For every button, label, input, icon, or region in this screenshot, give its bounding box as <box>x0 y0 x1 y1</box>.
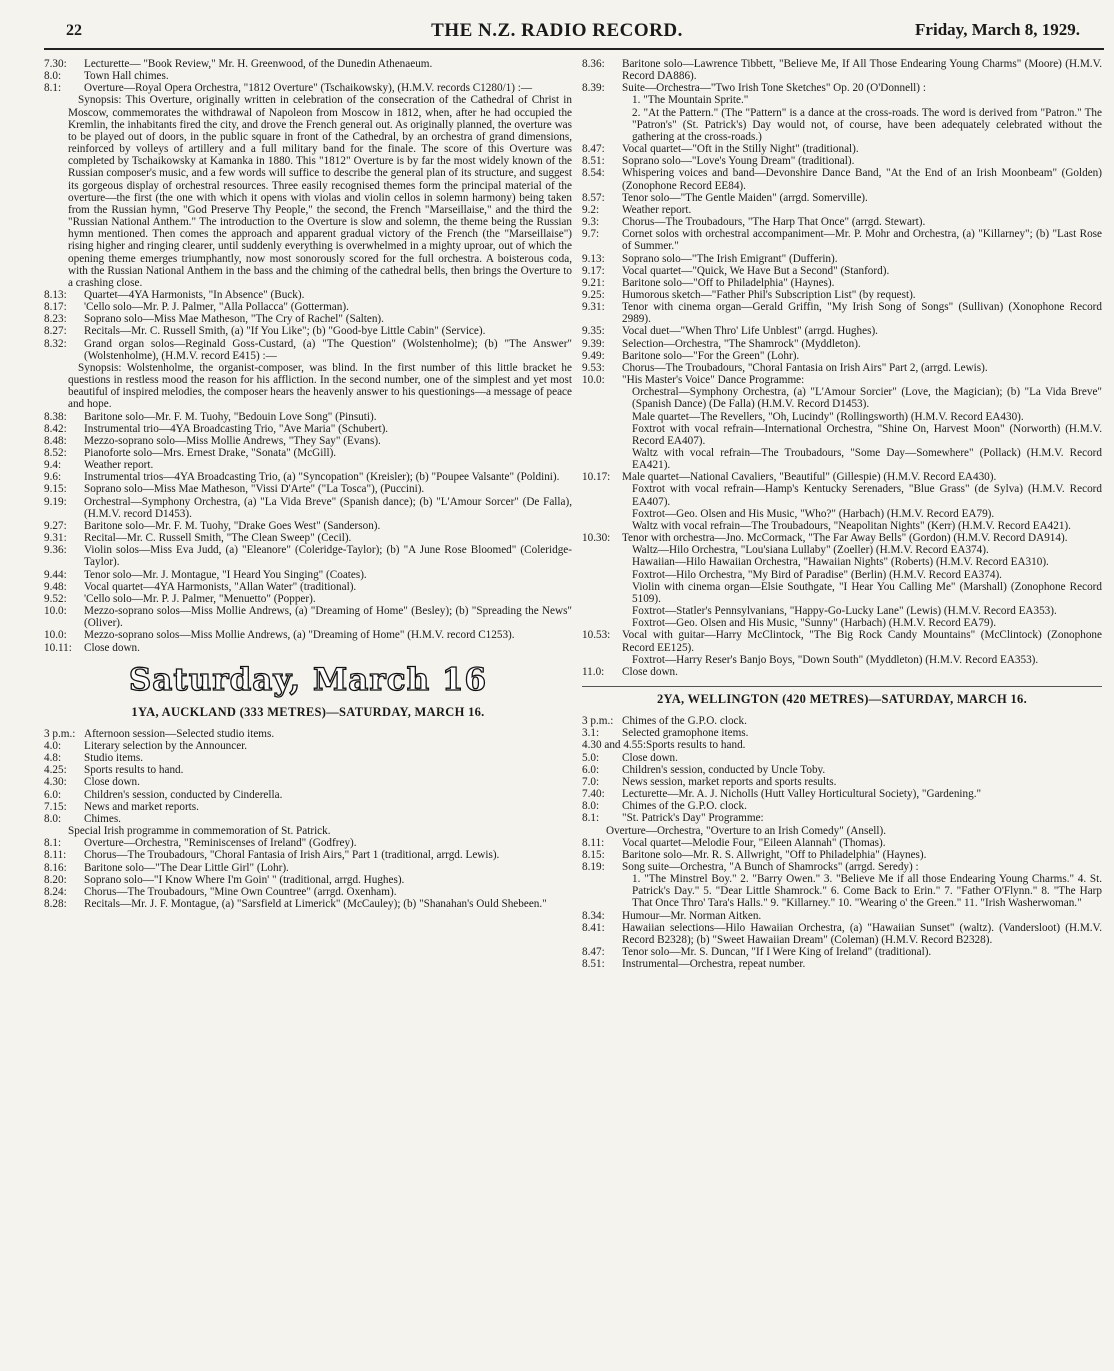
entry-text: Vocal quartet—Melodie Four, "Eileen Alannah" (Thomas). <box>622 836 886 849</box>
programme-entry <box>582 715 1102 727</box>
entry-text: Close down. <box>622 665 678 678</box>
entry-time: 8.32: <box>44 337 67 350</box>
entry-text: News and market reports. <box>84 800 199 813</box>
entry-time: 8.15: <box>582 848 605 861</box>
entry-time: 9.48: <box>44 580 67 593</box>
entry-time: 8.42: <box>44 422 67 435</box>
programme-entry <box>44 289 572 301</box>
entry-time: 7.15: <box>44 800 67 813</box>
entry-text: Chorus—The Troubadours, "Mine Own Countree" (arrgd. Oxenham). <box>84 885 397 898</box>
entry-text: Baritone solo—Mr. R. S. Allwright, "Off to Philadelphia" (Haynes). <box>622 848 927 861</box>
entry-text: Vocal quartet—"Quick, We Have But a Second" (Stanford). <box>622 264 890 277</box>
entry-time: 8.24: <box>44 885 67 898</box>
programme-entry <box>582 265 1102 277</box>
entry-text: Chimes of the G.P.O. clock. <box>622 800 747 813</box>
entry-time: 9.4: <box>44 459 62 472</box>
record-item: Foxtrot with vocal refrain—International Orchestra, "Shine On, Harvest Moon" (Norworth) (H.M.V. Record EA407). <box>632 422 1102 447</box>
record-item: Foxtrot—Geo. Olsen and His Music, "Sunny" (Harbach) (H.M.V. Record EA79). <box>632 617 997 630</box>
record-item: Foxtrot—Hilo Orchestra, "My Bird of Paradise" (Berlin) (H.M.V. Record EA374). <box>632 568 1002 581</box>
entry-text: Soprano solo—"The Irish Emigrant" (Dufferin). <box>622 252 838 265</box>
programme-entry <box>582 788 1102 800</box>
shamrock-suite-items: 1. "The Minstrel Boy." 2. "Barry Owen." 3. "Believe Me if all those Endearing Young Charms." 4. St. Patrick's Day." 5. "Dear Little Shamrock." 6. Come Back to Erin." 7. "Father O'Flynn." 8. "The Harp That Once Thro' Tara's Halls." 9. "Killarney." 10. "Wearing o' the Green." 11. "Irish Washerwoman." <box>632 873 1102 910</box>
entry-time: 8.57: <box>582 191 605 204</box>
entry-time: 6.0: <box>582 763 600 776</box>
left-column <box>44 58 572 910</box>
entry-text: Male quartet—National Cavaliers, "Beautiful" (Gillespie) (H.M.V. Record EA430). <box>622 471 997 484</box>
entry-text: Afternoon session—Selected studio items. <box>84 727 275 740</box>
entry-text: Vocal duet—"When Thro' Life Unblest" (arrgd. Hughes). <box>622 325 878 338</box>
programme-entry <box>44 593 572 605</box>
entry-time: 8.39: <box>582 82 605 95</box>
programme-entry <box>582 849 1102 861</box>
entry-text: Chorus—The Troubadours, "Choral Fantasia on Irish Airs" Part 2, (arrgd. Lewis). <box>622 361 988 374</box>
entry-time: 10.53: <box>582 629 611 642</box>
section-divider <box>582 686 1102 687</box>
entry-time: 9.15: <box>44 483 67 496</box>
entry-text: Recitals—Mr. C. Russell Smith, (a) "If You Like"; (b) "Good-bye Little Cabin" (Service). <box>84 325 486 338</box>
programme-entry <box>44 496 572 520</box>
entry-time: 4.30: <box>44 776 67 789</box>
entry-text: Soprano solo—"Love's Young Dream" (traditional). <box>622 155 855 168</box>
entry-time: 3 p.m.: <box>44 727 76 740</box>
record-item: Orchestral—Symphony Orchestra, (a) "L'Amour Sorcier" (Love, the Magician); (b) "La Vida Breve" (Spanish Dance) (De Falla) (H.M.V. Record D1453). <box>632 386 1102 411</box>
programme-entry <box>582 325 1102 337</box>
programme-entry <box>44 301 572 313</box>
entry-text: News session, market reports and sports results. <box>622 775 837 788</box>
entry-time: 8.0: <box>582 800 600 813</box>
entry-time: 8.27: <box>44 325 67 338</box>
entry-text: 'Cello solo—Mr. P. J. Palmer, "Alla Pollacca" (Gotterman). <box>84 301 349 314</box>
publication-title: THE N.Z. RADIO RECORD. <box>431 20 683 41</box>
entry-time: 8.47: <box>582 143 605 156</box>
programme-entry <box>582 289 1102 301</box>
suite-item-1: 1. "The Mountain Sprite." <box>632 94 749 107</box>
entry-text: Mezzo-soprano solos—Miss Mollie Andrews, (a) "Dreaming of Home" (Besley); (b) "Spreading the News" (Oliver). <box>84 605 572 630</box>
entry-time: 8.54: <box>582 167 605 180</box>
special-note: Special Irish programme in commemoration of St. Patrick. <box>68 825 331 838</box>
programme-entry <box>582 629 1102 653</box>
entry-time: 8.48: <box>44 434 67 447</box>
record-item: Waltz—Hilo Orchestra, "Lou'siana Lullaby" (Zoeller) (H.M.V. Record EA374). <box>632 544 989 557</box>
entry-time: 8.34: <box>582 909 605 922</box>
programme-entry <box>44 471 572 483</box>
programme-entry <box>44 740 572 752</box>
programme-entry <box>582 277 1102 289</box>
entry-time: 8.17: <box>44 301 67 314</box>
entry-text: Suite—Orchestra—"Two Irish Tone Sketches" Op. 20 (O'Donnell) : <box>622 82 926 95</box>
entry-text: Children's session, conducted by Uncle Toby. <box>622 763 826 776</box>
entry-text: Selection—Orchestra, "The Shamrock" (Myddleton). <box>622 337 861 350</box>
entry-time: 3 p.m.: <box>582 715 614 728</box>
programme-entry <box>44 849 572 861</box>
entry-time: 10.17: <box>582 471 611 484</box>
entry-text: Chimes. <box>84 812 121 825</box>
entry-text: Recitals—Mr. J. F. Montague, (a) "Sarsfield at Limerick" (McCauley); (b) "Shanahan's Ould Shebeen." <box>84 898 547 910</box>
entry-time: 9.2: <box>582 203 600 216</box>
entry-time: 8.38: <box>44 410 67 423</box>
entry-time: 8.16: <box>44 861 67 874</box>
programme-entry <box>582 812 1102 824</box>
record-item: Male quartet—The Revellers, "Oh, Lucindy" (Rollingsworth) (H.M.V. Record EA430). <box>632 410 1024 423</box>
entry-text: Baritone solo—Lawrence Tibbett, "Believe Me, If All Those Endearing Young Charms" (Moore) (H.M.V. Record DA886). <box>622 58 1102 83</box>
station-heading-2ya: 2YA, WELLINGTON (420 METRES)—SATURDAY, MARCH 16. <box>656 691 1027 706</box>
entry-text: Chorus—The Troubadours, "Choral Fantasia of Irish Airs," Part 1 (traditional, arrgd. Lewis). <box>84 849 500 862</box>
programme-entry <box>582 922 1102 946</box>
entry-time: 9.21: <box>582 276 605 289</box>
entry-time: 8.23: <box>44 313 67 326</box>
overture-line: Overture—Orchestra, "Overture to an Irish Comedy" (Ansell). <box>606 824 887 837</box>
programme-entry <box>44 728 572 740</box>
entry-time: 8.19: <box>582 861 605 873</box>
programme-entry <box>44 801 572 813</box>
programme-entry <box>44 70 572 82</box>
entry-text: Town Hall chimes. <box>84 70 169 83</box>
entry-time: 9.19: <box>44 495 67 508</box>
entry-time: 9.39: <box>582 337 605 350</box>
programme-entry <box>44 58 572 70</box>
programme-entry <box>582 958 1102 970</box>
entry-time: 8.1: <box>44 837 62 850</box>
entry-text: Soprano solo—Miss Mae Matheson, "Vissi D'Arte" ("La Tosca"), (Puccini). <box>84 483 425 496</box>
synopsis-organ: Synopsis: Wolstenholme, the organist-composer, was blind. In the first number of this little bracket he questions in restless mood the reason for his affliction. In the second number, one of the simplest and yet most beautiful of inspired melodies, the composer hears the heavenly answer to his questionings—a message of peace and hope. <box>68 361 572 411</box>
page-number: 22 <box>66 22 82 39</box>
entry-text: Children's session, conducted by Cinderella. <box>84 788 283 801</box>
entry-text: Studio items. <box>84 752 144 765</box>
entry-text: Soprano solo—Miss Mae Matheson, "The Cry of Rachel" (Salten). <box>84 313 384 326</box>
entry-time: 9.27: <box>44 519 67 532</box>
entry-text: Selected gramophone items. <box>622 727 749 740</box>
entry-text: Lecturette— "Book Review," Mr. H. Greenwood, of the Dunedin Athenaeum. <box>84 58 433 70</box>
entry-time: 9.49: <box>582 349 605 362</box>
entry-text: Weather report. <box>622 203 692 216</box>
entry-time: 8.11: <box>582 836 605 849</box>
programme-entry <box>44 874 572 886</box>
entry-text: Chorus—The Troubadours, "The Harp That Once" (arrgd. Stewart). <box>622 216 926 229</box>
programme-entry <box>44 886 572 898</box>
entry-text: Baritone solo—"Off to Philadelphia" (Haynes). <box>622 276 835 289</box>
programme-entry <box>44 605 572 629</box>
programme-entry <box>582 764 1102 776</box>
entry-time: 9.36: <box>44 544 67 557</box>
record-item: Violin with cinema organ—Elsie Southgate, "I Hear You Calling Me" (Marshall) (Zonophone Record 5109). <box>632 580 1102 605</box>
entry-time: 4.30 and 4.55: <box>582 739 647 752</box>
programme-entry <box>582 301 1102 325</box>
entry-time: 9.44: <box>44 568 67 581</box>
programme-entry <box>44 776 572 788</box>
programme-entry <box>44 629 572 641</box>
programme-entry <box>44 520 572 532</box>
entry-text: Lecturette—Mr. A. J. Nicholls (Hutt Valley Horticultural Society), "Gardening." <box>622 788 982 801</box>
programme-entry <box>44 789 572 801</box>
programme-entry <box>582 739 1102 751</box>
entry-text: Soprano solo—"I Know Where I'm Goin' " (traditional, arrgd. Hughes). <box>84 873 405 886</box>
record-item: Hawaiian—Hilo Hawaiian Orchestra, "Hawaiian Nights" (Roberts) (H.M.V. Record EA310). <box>632 556 1049 569</box>
entry-time: 9.35: <box>582 325 605 338</box>
programme-entry <box>582 752 1102 764</box>
programme-entry <box>44 325 572 337</box>
programme-entry <box>582 167 1102 191</box>
entry-text: Literary selection by the Announcer. <box>84 739 248 752</box>
programme-entry <box>582 155 1102 167</box>
entry-time: 10.0: <box>44 605 67 618</box>
page-header <box>0 20 1114 44</box>
programme-entry <box>44 338 572 362</box>
programme-entry <box>582 727 1102 739</box>
entry-time: 6.0: <box>44 788 62 801</box>
entry-text: Tenor solo—Mr. J. Montague, "I Heard You Singing" (Coates). <box>84 568 367 581</box>
programme-entry <box>582 946 1102 958</box>
entry-text: Close down. <box>622 751 678 764</box>
entry-time: 8.1: <box>44 82 62 95</box>
entry-text: Overture—Royal Opera Orchestra, "1812 Overture" (Tschaikowsky), (H.M.V. records C1280/1) :— <box>84 82 533 95</box>
entry-time: 9.52: <box>44 592 67 605</box>
entry-text: Mezzo-soprano solos—Miss Mollie Andrews, (a) "Dreaming of Home" (H.M.V. record C1253). <box>84 629 515 642</box>
programme-entry <box>582 374 1102 386</box>
entry-time: 8.11: <box>44 849 67 862</box>
entry-text: Weather report. <box>84 459 154 472</box>
suite-item-2: 2. "At the Pattern." (The "Pattern" is a dance at the cross-roads. The word is derived from "Patron." The "Patron's" (St. Patrick's) Day would not, of course, have been adequately celebrated without the gathering at the cross-roads.) <box>632 106 1102 143</box>
entry-time: 10.0: <box>44 629 67 642</box>
programme-entry <box>582 861 1102 873</box>
entry-text: Mezzo-soprano solo—Miss Mollie Andrews, "They Say" (Evans). <box>84 434 381 447</box>
record-item: Foxtrot with vocal refrain—Hamp's Kentucky Serenaders, "Blue Grass" (de Sylva) (H.M.V. Record EA407). <box>632 483 1102 508</box>
entry-time: 9.6: <box>44 471 62 484</box>
programme-entry <box>44 813 572 825</box>
entry-text: Baritone solo—Mr. F. M. Tuohy, "Drake Goes West" (Sanderson). <box>84 519 381 532</box>
station-heading-1ya: 1YA, AUCKLAND (333 METRES)—SATURDAY, MARCH 16. <box>131 704 485 719</box>
entry-text: Song suite—Orchestra, "A Bunch of Shamrocks" (arrgd. Seredy) : <box>622 861 919 873</box>
record-item: Foxtrot—Statler's Pennsylvanians, "Happy-Go-Lucky Lane" (Lewis) (H.M.V. Record EA353). <box>632 605 1057 618</box>
programme-entry <box>582 362 1102 374</box>
entry-time: 4.25: <box>44 764 67 777</box>
programme-entry <box>44 447 572 459</box>
entry-time: 8.36: <box>582 58 605 70</box>
programme-entry <box>44 544 572 568</box>
issue-date: Friday, March 8, 1929. <box>915 20 1080 39</box>
entry-text: "His Master's Voice" Dance Programme: <box>622 374 805 387</box>
entry-text: Instrumental—Orchestra, repeat number. <box>622 958 806 971</box>
programme-entry <box>44 423 572 435</box>
programme-entry <box>44 459 572 471</box>
entry-text: Vocal quartet—4YA Harmonists, "Allan Water" (traditional). <box>84 580 357 593</box>
programme-entry <box>582 666 1102 678</box>
header-rule <box>44 48 1104 50</box>
programme-entry <box>44 764 572 776</box>
programme-entry <box>44 411 572 423</box>
entry-text: Recital—Mr. C. Russell Smith, "The Clean Sweep" (Cecil). <box>84 532 352 545</box>
entry-text: Tenor with orchestra—Jno. McCormack, "The Far Away Bells" (Gordon) (H.M.V. Record DA914). <box>622 532 1068 545</box>
programme-entry <box>582 471 1102 483</box>
record-item: Waltz with vocal refrain—The Troubadours, "Some Day—Somewhere" (Pollack) (H.M.V. Record EA421). <box>632 447 1102 472</box>
record-item: Waltz with vocal refrain—The Troubadours, "Neapolitan Nights" (Kerr) (H.M.V. Record EA421). <box>632 519 1071 532</box>
entry-time: 8.20: <box>44 873 67 886</box>
programme-entry <box>582 58 1102 82</box>
entry-time: 7.30: <box>44 58 67 70</box>
entry-time: 8.28: <box>44 898 67 910</box>
programme-entry <box>44 752 572 764</box>
entry-time: 8.0: <box>44 70 62 83</box>
entry-text: Instrumental trio—4YA Broadcasting Trio, "Ave Maria" (Schubert). <box>84 422 389 435</box>
entry-time: 9.31: <box>44 532 67 545</box>
programme-entry <box>582 192 1102 204</box>
entry-text: Cornet solos with orchestral accompaniment—Mr. P. Mohr and Orchestra, (a) "Killarney"; (b) "Last Rose of Summer." <box>622 228 1102 253</box>
entry-text: Humour—Mr. Norman Aitken. <box>622 909 762 922</box>
programme-entry <box>44 837 572 849</box>
programme-entry <box>582 532 1102 544</box>
entry-time: 8.52: <box>44 447 67 459</box>
right-column <box>582 58 1102 970</box>
entry-text: Tenor with cinema organ—Gerald Griffin, "My Irish Song of Songs" (Sullivan) (Xonophone Record 2989). <box>622 301 1102 326</box>
programme-entry <box>44 82 572 94</box>
entry-text: "St. Patrick's Day" Programme: <box>622 812 764 825</box>
entry-time: 4.8: <box>44 752 62 765</box>
programme-entry <box>44 435 572 447</box>
entry-text: Close down. <box>84 776 140 789</box>
entry-time: 8.51: <box>582 155 605 168</box>
programme-entry <box>44 581 572 593</box>
entry-text: Overture—Orchestra, "Reminiscenses of Ireland" (Godfrey). <box>84 837 357 850</box>
entry-time: 9.7: <box>582 228 600 241</box>
entry-text: Baritone solo—"The Dear Little Girl" (Lohr). <box>84 861 289 874</box>
programme-entry <box>582 204 1102 216</box>
entry-time: 9.17: <box>582 264 605 277</box>
entry-time: 7.40: <box>582 788 605 801</box>
entry-time: 9.13: <box>582 252 605 265</box>
programme-entry <box>582 82 1102 94</box>
entry-time: 8.41: <box>582 921 605 934</box>
programme-entry <box>582 228 1102 252</box>
entry-time: 10.0: <box>582 374 605 387</box>
programme-entry <box>582 350 1102 362</box>
entry-text: Whispering voices and band—Devonshire Dance Band, "At the End of an Irish Moonbeam" (Golden) (Zonophone Record EE84). <box>622 167 1102 192</box>
entry-time: 11.0: <box>582 665 605 678</box>
entry-text: Sports results to hand. <box>84 764 184 777</box>
programme-entry <box>582 800 1102 812</box>
programme-entry <box>44 313 572 325</box>
entry-time: 5.0: <box>582 751 600 764</box>
programme-entry <box>582 837 1102 849</box>
entry-text: Humorous sketch—"Father Phil's Subscription List" (by request). <box>622 288 916 301</box>
entry-text: Instrumental trios—4YA Broadcasting Trio, (a) "Syncopation" (Kreisler); (b) "Poupee Valsante" (Poldini). <box>84 471 560 484</box>
synopsis-1812: Synopsis: This Overture, originally written in celebration of the consecration of the Cathedral of Christ in Moscow, commemorates the withdrawal of Napoleon from Moscow in 1812, when, after he had occupied the Kremlin, the inhabitants fired the city, and drove the French general out. As originally planned, the overture was to be played out of doors, in the public square in front of the Cathedral, by an orchestra of grand dimensions, reinforced by volleys of artillery and a full military band for the finale. The score of this Overture was completed by Tschaikowsky at Kamanka in 1880. This "1812" Overture is by far the most widely known of the Russian composer's music, and a few words will suffice to describe the general plan of its structure, and suggest its gorgeous display of orchestral resources. Three easily recognised themes form the principal material of the overture—the first (the one with which it opens with violas and violin cellos in solemn harmony) being taken from the Russian hymn, "God Preserve Thy People," the second, the French "Marseillaise," and the third the "Russian National Anthem." The introduction to the Overture is slow and solemn, the theme being the Russian hymn mentioned. Then comes the approach and apparent gradual victory of the French (the "Marseillaise") rising higher and ringing clearer, until suddenly everything is overwhelmed in a mighty uproar, out of which the opening theme emerges triumphantly, now most sonorously scored for the full orchestra. A boisterous coda, with the Russian National Anthem in the bass and the chiming of the cathedral bells, then brings the Overture to a crashing close. <box>68 94 572 289</box>
entry-text: Grand organ solos—Reginald Goss-Custard, (a) "The Question" (Wolstenholme); (b) "The Answer" (Wolstenholme), (H.M.V. record E415) :— <box>84 337 572 362</box>
programme-entry <box>44 483 572 495</box>
programme-entry <box>582 253 1102 265</box>
record-item: Foxtrot—Harry Reser's Banjo Boys, "Down South" (Myddleton) (H.M.V. Record EA353). <box>632 653 1039 666</box>
entry-time: 9.25: <box>582 288 605 301</box>
entry-text: 'Cello solo—Mr. P. J. Palmer, "Menuetto" (Popper). <box>84 592 316 605</box>
programme-entry <box>582 216 1102 228</box>
entry-text: Tenor solo—Mr. S. Duncan, "If I Were King of Ireland" (traditional). <box>622 946 932 959</box>
programme-entry <box>582 776 1102 788</box>
entry-text: Tenor solo—"The Gentle Maiden" (arrgd. Somerville). <box>622 191 868 204</box>
entry-time: 9.3: <box>582 216 600 229</box>
entry-time: 9.53: <box>582 361 605 374</box>
programme-entry <box>44 642 572 654</box>
entry-time: 8.1: <box>582 812 600 825</box>
entry-time: 8.13: <box>44 288 67 301</box>
day-heading: Saturday, March 16 <box>128 661 488 698</box>
entry-text: Pianoforte solo—Mrs. Ernest Drake, "Sonata" (McGill). <box>84 447 337 459</box>
programme-entry <box>44 898 572 910</box>
entry-time: 8.0: <box>44 812 62 825</box>
programme-entry <box>44 532 572 544</box>
entry-text: Close down. <box>84 641 140 654</box>
entry-text: Vocal quartet—"Oft in the Stilly Night" (traditional). <box>622 143 859 156</box>
entry-text: Baritone solo—Mr. F. M. Tuohy, "Bedouin Love Song" (Pinsuti). <box>84 410 377 423</box>
programme-entry <box>44 569 572 581</box>
entry-text: Quartet—4YA Harmonists, "In Absence" (Buck). <box>84 288 305 301</box>
entry-time: 8.47: <box>582 946 605 959</box>
programme-entry <box>44 862 572 874</box>
entry-time: 9.31: <box>582 301 605 314</box>
programme-entry <box>582 910 1102 922</box>
entry-time: 7.0: <box>582 775 600 788</box>
entry-time: 3.1: <box>582 727 600 740</box>
programme-entry <box>582 338 1102 350</box>
entry-text: Orchestral—Symphony Orchestra, (a) "La Vida Breve" (Spanish dance); (b) "L'Amour Sorcer" (De Falla), (H.M.V. record D1453). <box>84 495 572 520</box>
record-item: Foxtrot—Geo. Olsen and His Music, "Who?" (Harbach) (H.M.V. Record EA79). <box>632 507 995 520</box>
programme-entry <box>582 143 1102 155</box>
entry-text: Baritone solo—"For the Green" (Lohr). <box>622 349 800 362</box>
entry-text: Violin solos—Miss Eva Judd, (a) "Eleanore" (Coleridge-Taylor); (b) "A June Rose Bloomed" (Coleridge-Taylor). <box>84 544 572 569</box>
entry-text: Vocal with guitar—Harry McClintock, "The Big Rock Candy Mountains" (McClintock) (Zonophone Record EE125). <box>622 629 1102 654</box>
entry-time: 10.11: <box>44 641 72 654</box>
entry-text: Chimes of the G.P.O. clock. <box>622 715 747 728</box>
entry-time: 4.0: <box>44 739 62 752</box>
entry-text: Hawaiian selections—Hilo Hawaiian Orchestra, (a) "Hawaiian Sunset" (waltz). (Vandersloot) (H.M.V. Record B2328); (b) "Sweet Hawaiian Dream" (Coleman) (H.M.V. Record B2328). <box>622 921 1102 946</box>
entry-time: 8.51: <box>582 958 605 971</box>
entry-time: 10.30: <box>582 532 611 545</box>
entry-text: Sports results to hand. <box>646 739 746 752</box>
